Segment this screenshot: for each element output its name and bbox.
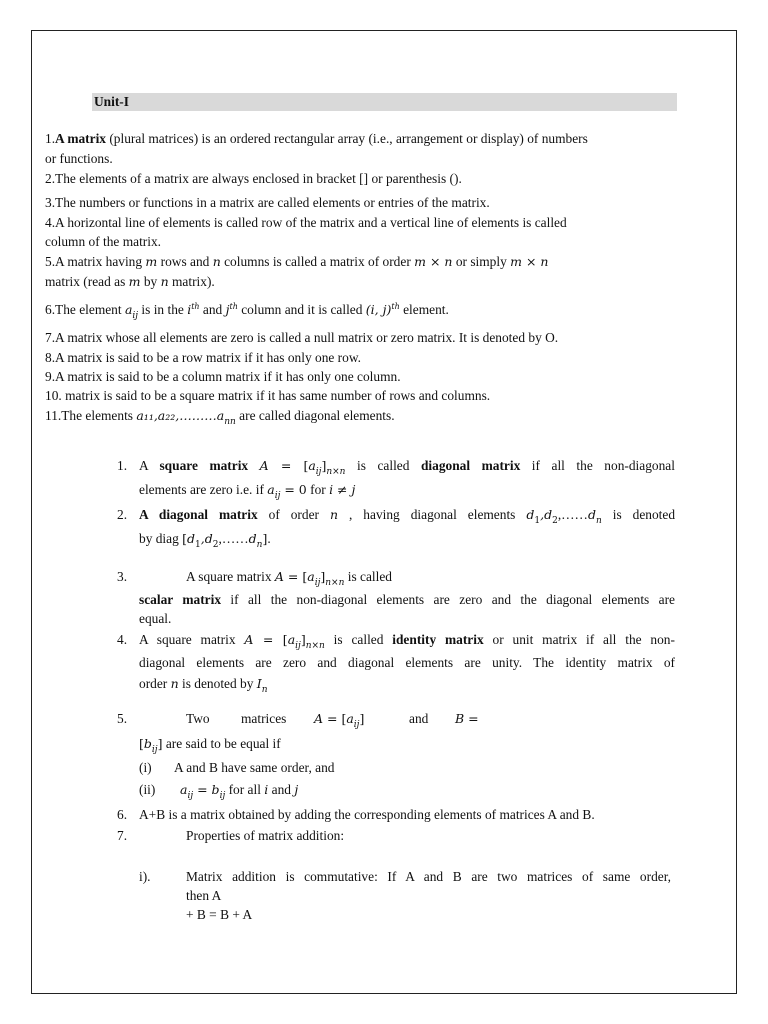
paragraph-1: 1.A matrix (plural matrices) is an ordered rectangular array (i.e., arrangement or display) of numbers bbox=[45, 131, 588, 146]
list-item-5-and: and bbox=[409, 711, 429, 726]
list-item-5-matrices: matrices bbox=[241, 711, 287, 726]
list-item-6: A+B is a matrix obtained by adding the corresponding elements of matrices A and B. bbox=[139, 807, 595, 822]
paragraph-9: 9.A matrix is said to be a column matrix if it has only one column. bbox=[45, 369, 401, 384]
list-item-5-cond2-num: (ii) bbox=[139, 782, 156, 797]
list-item-4-line1: A square matrix $A = [a_{ij}]_{n\times n}$ is called identity matrix or unit matrix if all the non- bbox=[139, 632, 675, 651]
list-item-7-num: 7. bbox=[117, 828, 128, 843]
list-item-3-line3: equal. bbox=[139, 611, 172, 626]
list-item-4-num: 4. bbox=[117, 632, 128, 647]
list-item-5-matrix-b: B = bbox=[455, 711, 479, 726]
list-item-7: Properties of matrix addition: bbox=[186, 828, 345, 843]
sub-item-1-num: i). bbox=[139, 869, 151, 884]
list-item-5-cond2: $a_{ij} = b_{ij}$ for all i and j bbox=[180, 782, 299, 801]
paragraph-4-line1: 4.A horizontal line of elements is called row of the matrix and a vertical line of elements is called bbox=[45, 215, 567, 230]
paragraph-7: 7.A matrix whose all elements are zero is called a null matrix or zero matrix. It is denoted by O. bbox=[45, 330, 559, 345]
list-item-1-line2: elements are zero i.e. if $a_{ij} = 0$ for i ≠ j bbox=[139, 482, 356, 501]
paragraph-8: 8.A matrix is said to be a row matrix if it has only one row. bbox=[45, 350, 361, 365]
list-item-1-line1: A square matrix $A = [a_{ij}]_{n\times n}$ is called diagonal matrix if all the non-diagonal bbox=[139, 458, 675, 477]
paragraph-11: 11.The elements $a_{11},a_{22},\dots\dots\dots a_{nn}$ are called diagonal elements. bbox=[45, 408, 395, 427]
paragraph-3: 3.The numbers or functions in a matrix are called elements or entries of the matrix. bbox=[45, 195, 490, 210]
paragraph-2: 2.The elements of a matrix are always enclosed in bracket [] or parenthesis (). bbox=[45, 171, 462, 186]
list-item-3-line1: A square matrix $A = [a_{ij}]_{n\times n}$ is called bbox=[186, 569, 392, 588]
paragraph-5-line1: 5.A matrix having m rows and n columns is called a matrix of order m × n or simply m × n bbox=[45, 254, 549, 269]
list-item-5-line2: $[b_{ij}]$ are said to be equal if bbox=[139, 736, 281, 755]
list-item-4-line3: order n is denoted by $I_n$ bbox=[139, 676, 268, 695]
paragraph-1-cont: or functions. bbox=[45, 151, 113, 166]
list-item-5-two: Two bbox=[186, 711, 210, 726]
list-item-2-line2: by diag $[d_1,d_2,\dots\dots d_n]$. bbox=[139, 531, 271, 550]
list-item-5-matrix-a: $A = [a_{ij}]$ bbox=[314, 711, 365, 730]
list-item-6-num: 6. bbox=[117, 807, 128, 822]
paragraph-4-line2: column of the matrix. bbox=[45, 234, 162, 249]
paragraph-5-line2: matrix (read as m by n matrix). bbox=[45, 274, 215, 289]
list-item-5-cond1-num: (i) bbox=[139, 760, 152, 775]
paragraph-10: 10. matrix is said to be a square matrix if it has same number of rows and columns. bbox=[45, 388, 491, 403]
list-item-3-num: 3. bbox=[117, 569, 128, 584]
list-item-1-num: 1. bbox=[117, 458, 128, 473]
unit-heading: Unit-I bbox=[92, 93, 677, 111]
list-item-5-cond1: A and B have same order, and bbox=[174, 760, 335, 775]
sub-item-1-line1: Matrix addition is commutative: If A and B are two matrices of same order, bbox=[186, 869, 671, 884]
list-item-5-num: 5. bbox=[117, 711, 128, 726]
sub-item-1-line3: + B = B + A bbox=[186, 907, 253, 922]
list-item-3-line2: scalar matrix if all the non-diagonal elements are zero and the diagonal elements are bbox=[139, 592, 675, 607]
list-item-4-line2: diagonal elements are zero and diagonal elements are unity. The identity matrix of bbox=[139, 655, 675, 670]
list-item-2-line1: A diagonal matrix of order n , having diagonal elements $d_1,d_2,\dots\dots d_n$ is denoted bbox=[139, 507, 676, 526]
sub-item-1-line2: then A bbox=[186, 888, 222, 903]
list-item-2-num: 2. bbox=[117, 507, 128, 522]
paragraph-6: 6.The element $a_{ij}$ is in the $i^{th}$ and $j^{th}$ column and it is called (i, j)$^{th}$ element. bbox=[45, 302, 449, 321]
